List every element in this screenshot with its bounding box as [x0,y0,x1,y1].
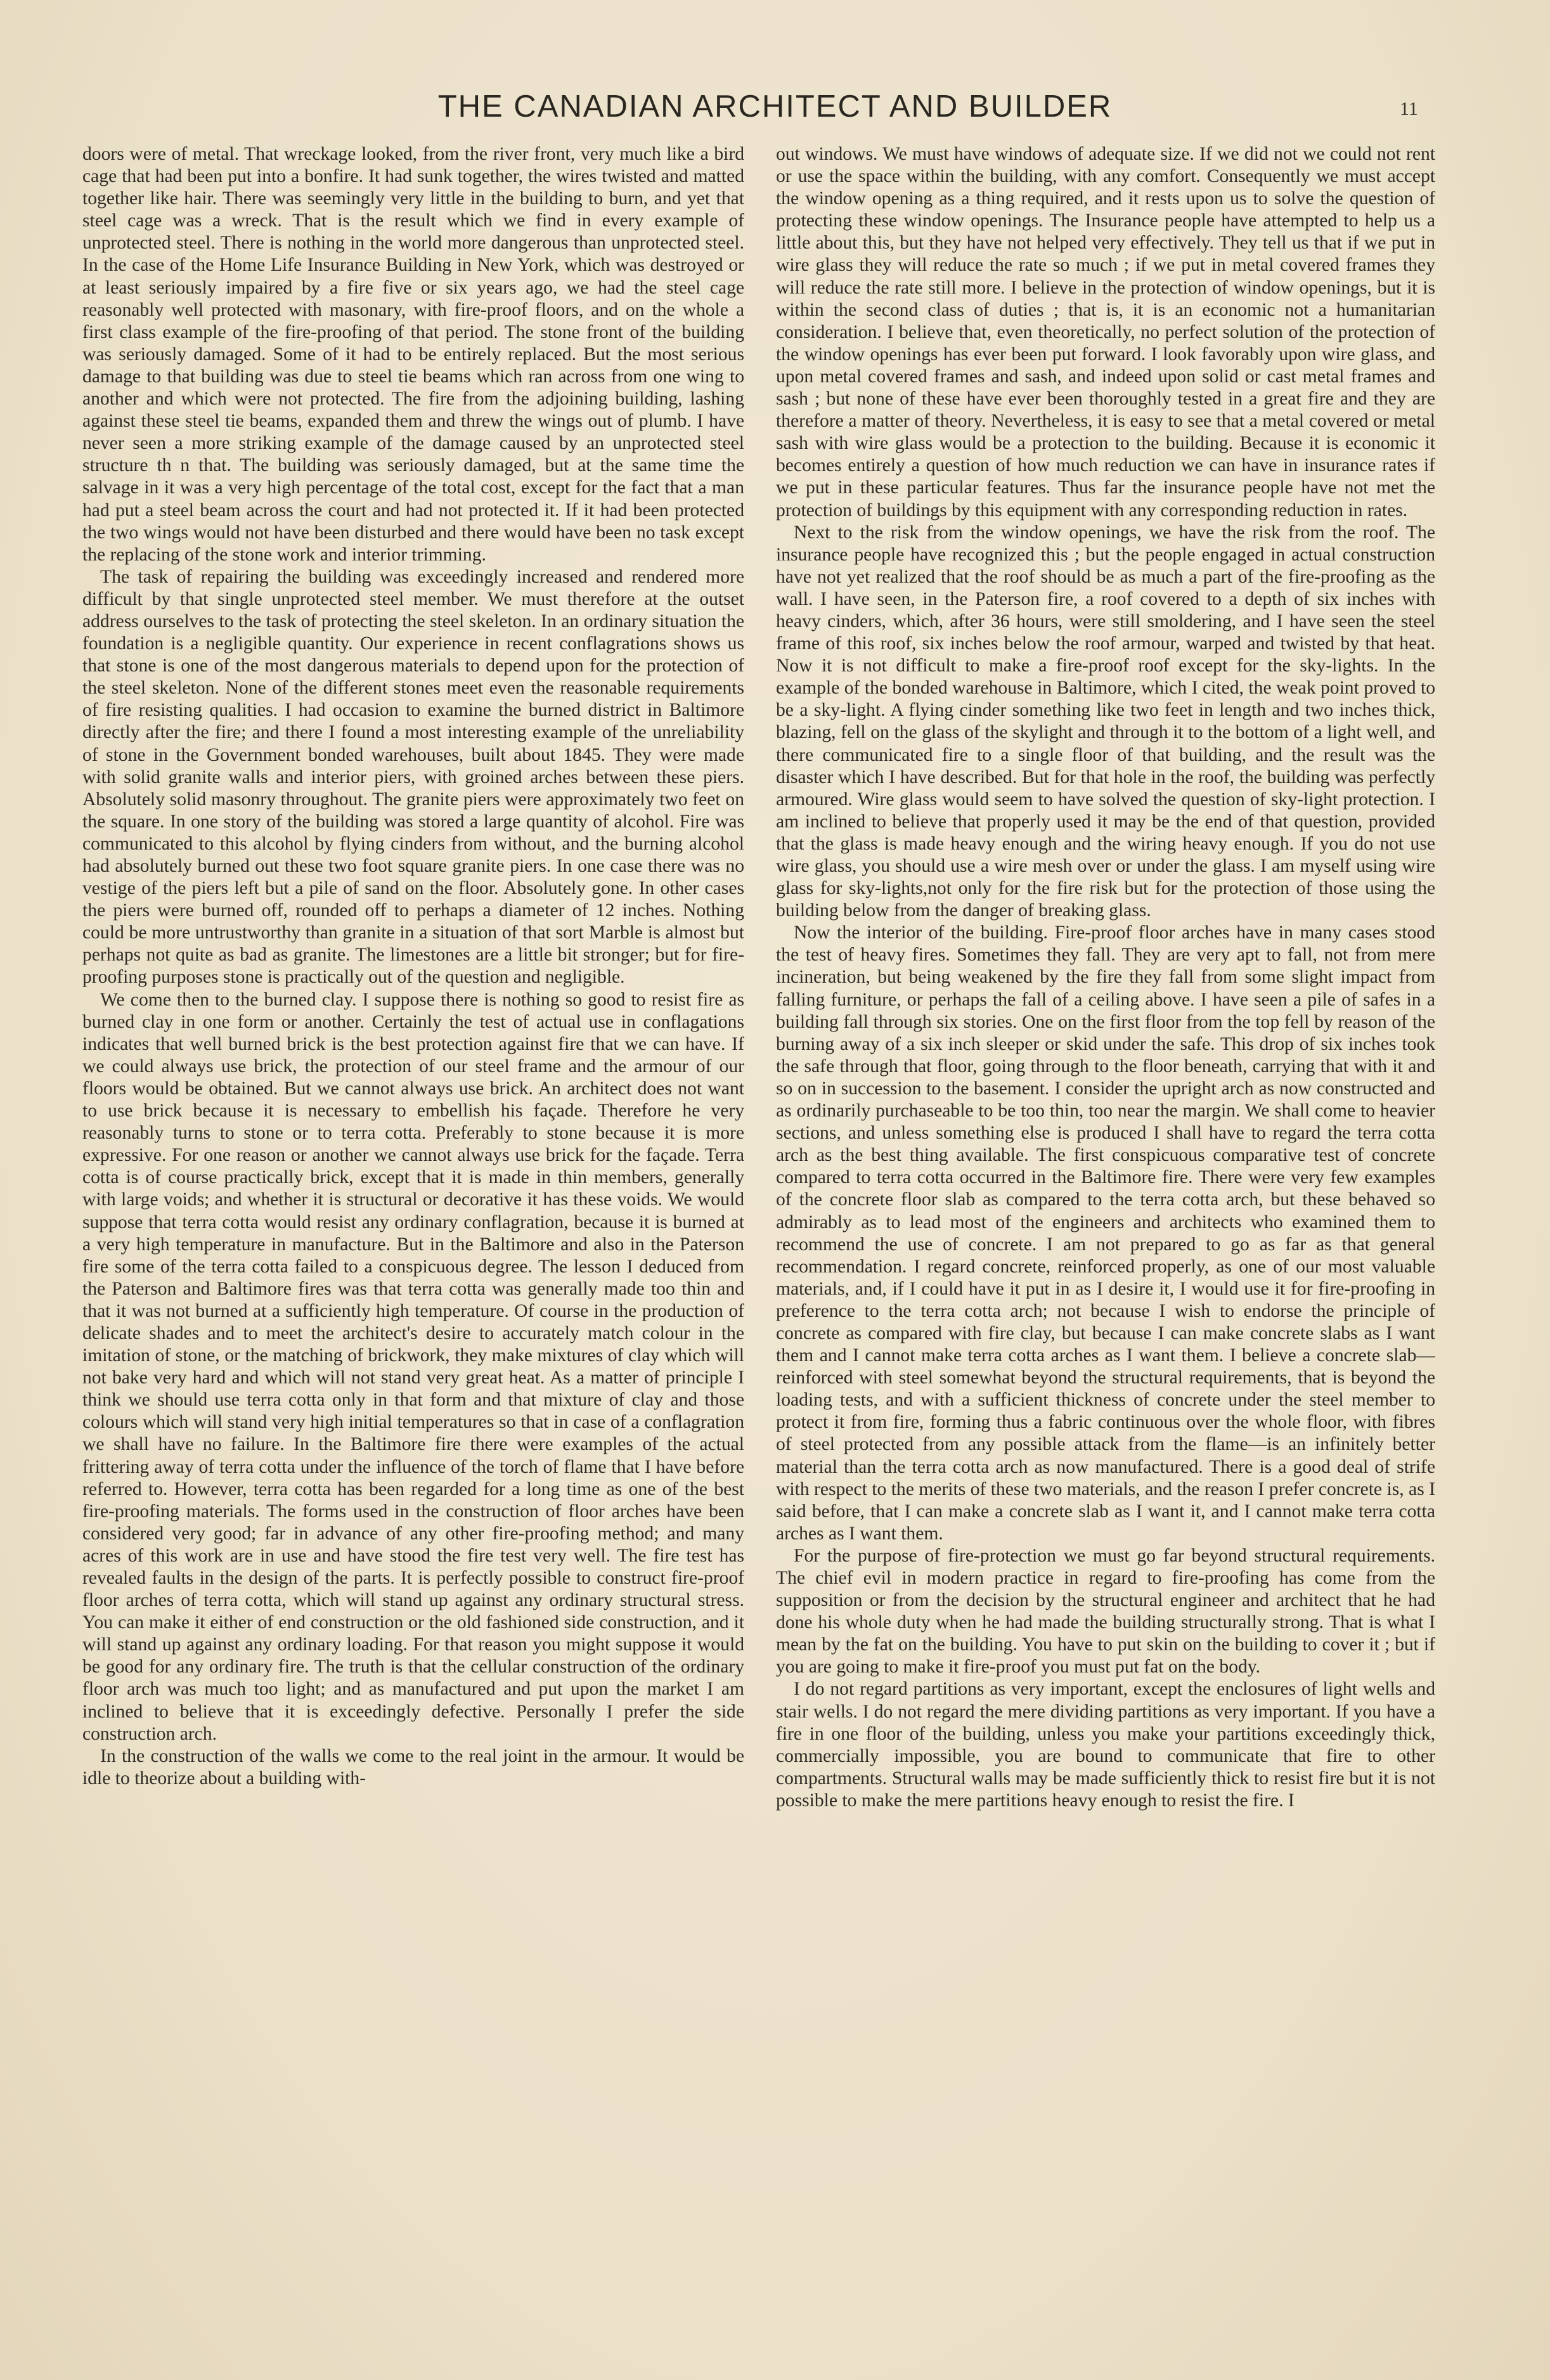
paragraph: In the construction of the walls we come to the real joint in the armour. It would be idle to theorize about a building with- [82,1745,744,1788]
paragraph: out windows. We must have windows of adequate size. If we did not we could not rent or use the space within the building, with any comfort. Consequently we must accept the window opening as a thing required, and it rests upon us to solve the question of protecting these window openings. The Insurance people have attempted to help us a little about this, but they have not helped very effectively. They tell us that if we put in wire glass they will reduce the rate so much ; if we put in metal covered frames they will reduce the rate still more. I believe in the protection of window openings, but it is within the second class of duties ; that is, it is an economic not a humanitarian consideration. I believe that, even theoretically, no perfect solution of the protection of the window openings has ever been put forward. I look favorably upon wire glass, and upon metal covered frames and sash, and indeed upon solid or cast metal frames and sash ; but none of these have ever been thoroughly tested in a great fire and they are therefore a matter of theory. Nevertheless, it is easy to see that a metal covered or metal sash with wire glass would be a protection to the building. Because it is economic it becomes entirely a question of how much reduction we can have in insurance rates if we put in these particular features. Thus far the insurance people have not met the protection of buildings by this equipment with any corresponding reduction in rates. [776,144,1435,521]
page-header [0,87,1550,126]
paragraph: The task of repairing the building was exceedingly increased and rendered more difficult by that single unprotected steel member. We must therefore at the outset address ourselves to the task of protecting the steel skeleton. In an ordinary situation the foundation is a negligible quantity. Our experience in recent conflagrations shows us that stone is one of the most dangerous materials to depend upon for the protection of the steel skeleton. None of the different stones meet even the reasonable requirements of fire resisting qualities. I had occasion to examine the burned district in Baltimore directly after the fire; and there I found a most interesting example of the unreliability of stone in the Government bonded warehouses, built about 1845. They were made with solid granite walls and interior piers, with groined arches between these piers. Absolutely solid masonry throughout. The granite piers were approximately two feet on the square. In one story of the building was stored a large quantity of alcohol. Fire was communicated to this alcohol by flying cinders from without, and the burning alcohol had absolutely burned out these two foot square granite piers. In one case there was no vestige of the piers left but a pile of sand on the floor. Absolutely gone. In other cases the piers were burned off, rounded off to perhaps a diameter of 12 inches. Nothing could be more untrustworthy than granite in a situation of that sort Marble is almost but perhaps not quite as bad as granite. The limestones are a little bit stronger; but for fire-proofing purposes stone is practically out of the question and negligible. [82,566,744,988]
paragraph: We come then to the burned clay. I suppose there is nothing so good to resist fire as burned clay in one form or another. Certainly the test of actual use in conflagations indicates that well burned brick is the best protection against fire that we can have. If we could always use brick, the protection of our steel frame and the armour of our floors would be obtained. But we cannot always use brick. An architect does not want to use brick because it is necessary to embellish his façade. Therefore he very reasonably turns to stone or to terra cotta. Preferably to stone because it is more expressive. For one reason or another we cannot always use brick for the façade. Terra cotta is of course practically brick, except that it is made in thin members, generally with large voids; and whether it is structural or decorative it has these voids. We would suppose that terra cotta would resist any ordinary conflagration, because it is burned at a very high temperature in manufacture. But in the Baltimore and also in the Paterson fire some of the terra cotta failed to a conspicuous degree. The lesson I deduced from the Paterson and Baltimore fires was that terra cotta was generally made too thin and that it was not burned at a sufficiently high temperature. Of course in the production of delicate shades and to meet the architect's desire to accurately match colour in the imitation of stone, or the matching of brickwork, they make mixtures of clay which will not bake very hard and which will not stand very great heat. As a matter of principle I think we should use terra cotta only in that form and that mixture of clay and those colours which will stand very high initial temperatures so that in case of a conflagration we shall have no failure. In the Baltimore fire there were examples of the actual frittering away of terra cotta under the influence of the torch of flame that I have before referred to. However, terra cotta has been regarded for a long time as one of the best fire-proofing materials. The forms used in the construction of floor arches have been considered very good; far in advance of any other fire-proofing method; and many acres of this work are in use and have stood the fire test very well. The fire test has revealed faults in the design of the parts. It is perfectly possible to construct fire-proof floor arches of terra cotta, which will stand up against any ordinary structural stress. You can make it either of end construction or the old fashioned side construction, and it will stand up against any ordinary loading. For that reason you might suppose it would be good for any ordinary fire. The truth is that the cellular construction of the ordinary floor arch was much too light; and as manufactured and put upon the market I am inclined to believe that it is exceedingly defective. Personally I prefer the side construction arch. [82,989,744,1744]
page-number: 11 [1400,98,1418,119]
paragraph: Next to the risk from the window openings, we have the risk from the roof. The insurance people have recognized this ; but the people engaged in actual construction have not yet realized that the roof should be as much a part of the fire-proofing as the wall. I have seen, in the Paterson fire, a roof covered to a depth of six inches with heavy cinders, which, after 36 hours, were still smoldering, and I have seen the steel frame of this roof, six inches below the roof armour, warped and twisted by that heat. Now it is not difficult to make a fire-proof roof except for the sky-lights. In the example of the bonded warehouse in Baltimore, which I cited, the weak point proved to be a sky-light. A flying cinder something like two feet in length and two inches thick, blazing, fell on the glass of the skylight and through it to the bottom of a light well, and there communicated fire to a single floor of that building, and the result was the disaster which I have described. But for that hole in the roof, the building was perfectly armoured. Wire glass would seem to have solved the question of sky-light protection. I am inclined to believe that properly used it may be the end of that question, provided that the glass is made heavy enough and the wiring heavy enough. If you do not use wire glass, you should use a wire mesh over or under the glass. I am myself using wire glass for sky-lights,not only for the fire risk but for the protection of those using the building below from the danger of breaking glass. [776,522,1435,921]
paragraph: I do not regard partitions as very important, except the enclosures of light wells and stair wells. I do not regard the mere dividing partitions as very important. If you have a fire in one floor of the building, unless you make your partitions exceedingly thick, commercially impossible, you are bound to communicate that fire to other compartments. Structural walls may be made sufficiently thick to resist fire but it is not possible to make the mere partitions heavy enough to resist the fire. I [776,1679,1435,1811]
right-column [776,143,1435,2356]
left-column [82,143,744,2356]
paragraph: Now the interior of the building. Fire-proof floor arches have in many cases stood the test of heavy fires. Sometimes they fall. They are very apt to fall, not from mere incineration, but being weakened by the fire they fall from some slight impact from falling furniture, or perhaps the fall of a ceiling above. I have seen a pile of safes in a building fall through six stories. One on the first floor from the top fell by reason of the burning away of a six inch sleeper or skid under the safe. This drop of six inches took the safe through that floor, going through to the floor beneath, carrying that with it and so on in succession to the basement. I consider the upright arch as now constructed and as ordinarily purchaseable to be too thin, too near the margin. We shall come to heavier sections, and unless something else is produced I shall have to regard the terra cotta arch as the best thing available. The first conspicuous comparative test of concrete compared to terra cotta occurred in the Baltimore fire. There were very few examples of the concrete floor slab as compared to the terra cotta arch, but these behaved so admirably as to lead most of the engineers and architects who examined them to recommend the use of concrete. I am not prepared to go as far as that general recommendation. I regard concrete, reinforced properly, as one of our most valuable materials, and, if I could have it put in as I desire it, I would use it for fire-proofing in preference to the terra cotta arch; not because I wish to endorse the principle of concrete as compared with fire clay, but because I can make concrete slabs as I want them and I cannot make terra cotta arches as I want them. I believe a concrete slab—reinforced with steel somewhat beyond the structural requirements, that is beyond the loading tests, and with a sufficient thickness of concrete under the steel member to protect it from fire, forming thus a fabric continuous over the whole floor, with fibres of steel protected from any possible attack from the flame—is an infinitely better material than the terra cotta arch as now manufactured. There is a good deal of strife with respect to the merits of these two materials, and the reason I prefer concrete is, as I said before, that I can make a concrete slab as I want it, and I cannot make terra cotta arches as I want them. [776,922,1435,1544]
running-title: THE CANADIAN ARCHITECT AND BUILDER [437,89,1113,124]
paragraph: For the purpose of fire-protection we must go far beyond structural requirements. The chief evil in modern practice in regard to fire-proofing has come from the supposition or from the decision by the structural engineer and architect that he had done his whole duty when he had made the building structurally strong. That is what I mean by the fat on the building. You have to put skin on the building to cover it ; but if you are going to make it fire-proof you must put fat on the body. [776,1545,1435,1678]
paragraph: doors were of metal. That wreckage looked, from the river front, very much like a bird cage that had been put into a bonfire. It had sunk together, the wires twisted and matted together like hair. There was seemingly very little in the building to burn, and yet that steel cage was a wreck. That is the result which we find in every example of unprotected steel. There is nothing in the world more dangerous than unprotected steel. In the case of the Home Life Insurance Building in New York, which was destroyed or at least seriously impaired by a fire five or six years ago, we had the steel cage reasonably well protected with masonary, with fire-proof floors, and on the whole a first class example of the fire-proofing of that period. The stone front of the building was seriously damaged. Some of it had to be entirely replaced. But the most serious damage to that building was due to steel tie beams which ran across from one wing to another and which were not protected. The fire from the adjoining building, lashing against these steel tie beams, expanded them and threw the wings out of plumb. I have never seen a more striking example of the damage caused by an unprotected steel structure th n that. The building was seriously damaged, but at the same time the salvage in it was a very high percentage of the total cost, except for the fact that a man had put a steel beam across the court and had not protected it. If it had been protected the two wings would not have been disturbed and there would have been no task except the replacing of the stone work and interior trimming. [82,144,744,565]
